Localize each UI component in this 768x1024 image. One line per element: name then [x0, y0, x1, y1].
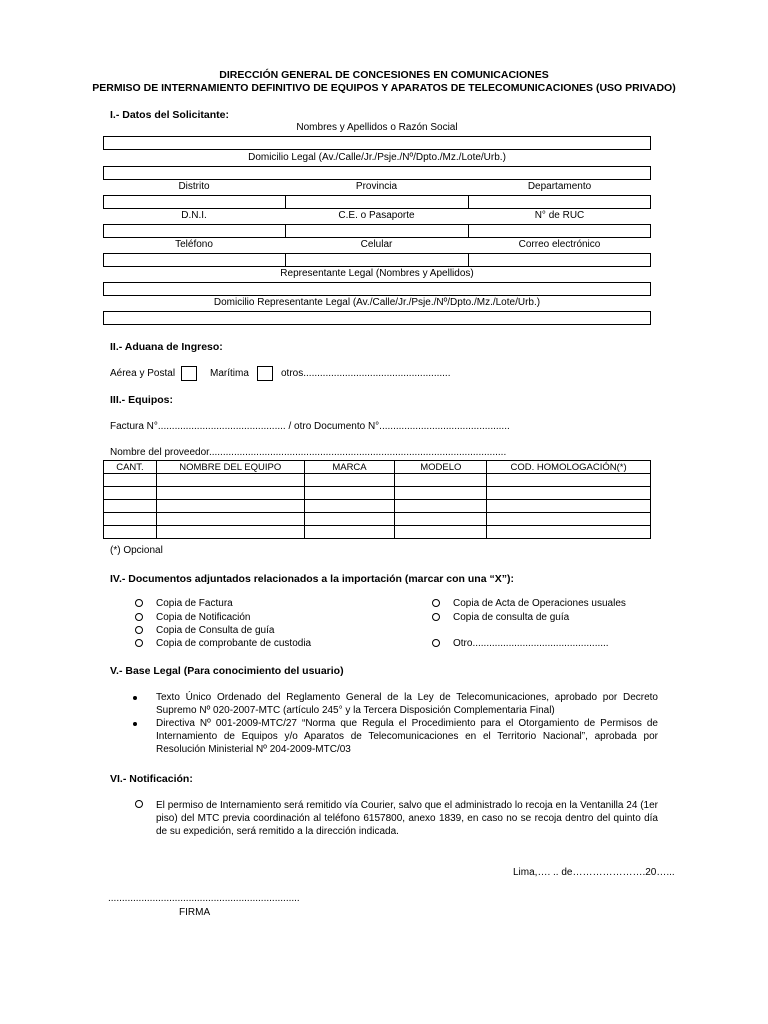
sea-checkbox[interactable] [257, 366, 273, 381]
contact-fields-row[interactable] [103, 253, 651, 267]
doc-option: Copia de comprobante de custodia [156, 638, 312, 649]
option-circle[interactable] [135, 639, 143, 647]
province-label: Provincia [355, 181, 398, 192]
ruc-label: N° de RUC [534, 210, 585, 221]
divider [468, 195, 469, 209]
doc-option: Copia de Consulta de guía [156, 625, 275, 636]
option-circle[interactable] [432, 639, 440, 647]
table-row[interactable] [104, 500, 651, 513]
col-brand: MARCA [304, 461, 395, 474]
col-quantity: CANT. [104, 461, 157, 474]
section5-title: V.- Base Legal (Para conocimiento del usuario) [110, 665, 344, 677]
doc-option: Copia de Acta de Operaciones usuales [453, 598, 626, 609]
option-circle[interactable] [135, 599, 143, 607]
rep-label: Representante Legal (Nombres y Apellidos) [280, 268, 474, 279]
name-label: Nombres y Apellidos o Razón Social [296, 122, 458, 133]
rep-address-field[interactable] [103, 311, 651, 325]
option-circle[interactable] [135, 613, 143, 621]
ce-label: C.E. o Pasaporte [338, 210, 415, 221]
section1-title: I.- Datos del Solicitante: [110, 109, 230, 121]
divider [468, 253, 469, 267]
address-label: Domicilio Legal (Av./Calle/Jr./Psje./Nº/Dpto./Mz./Lote/Urb.) [248, 152, 506, 163]
section2-title: II.- Aduana de Ingreso: [110, 341, 223, 353]
header-line-1: DIRECCIÓN GENERAL DE CONCESIONES EN COMUNICACIONES [219, 69, 549, 81]
divider [285, 224, 286, 238]
table-row[interactable] [104, 487, 651, 500]
doc-option: Copia de consulta de guía [453, 612, 570, 623]
col-equipment-name: NOMBRE DEL EQUIPO [156, 461, 304, 474]
bullet [133, 696, 137, 700]
address-field[interactable] [103, 166, 651, 180]
air-checkbox[interactable] [181, 366, 197, 381]
signature-label: FIRMA [179, 907, 211, 918]
option-circle[interactable] [432, 599, 440, 607]
signature-line: ..................................................................... [108, 893, 300, 904]
rep-field[interactable] [103, 282, 651, 296]
email-label: Correo electrónico [518, 239, 601, 250]
notification-text: El permiso de Internamiento será remitido vía Courier, salvo que el administrado lo recoja en la Ventanilla 24 (1er piso) del MTC previa coordinación al teléfono 6157800, anexo 1839, en caso no se recoja dentro del quinto día de su expedición, será remitido a la dirección indicada. [156, 800, 658, 837]
department-label: Departamento [527, 181, 592, 192]
dni-label: D.N.I. [181, 210, 207, 221]
legal-basis-item-2: Directiva Nº 001-2009-MTC/27 “Norma que Regula el Procedimiento para el Otorgamiento de Permisos de Internamiento de Equipos y/o Aparatos de Telecomunicaciones en el Territorio Nacional”, aprobada por Resolución Ministerial Nº 204-2009-MTC/03 [156, 718, 658, 755]
option-air-label: Aérea y Postal [110, 368, 176, 379]
divider [285, 195, 286, 209]
table-row[interactable] [104, 513, 651, 526]
mobile-label: Celular [360, 239, 393, 250]
col-homologation-code: COD. HOMOLOGACIÓN(*) [487, 461, 651, 474]
bullet [133, 722, 137, 726]
table-row[interactable] [104, 474, 651, 487]
section3-title: III.- Equipos: [110, 394, 173, 406]
supplier-line: Nombre del proveedor........................................................................................................... [110, 447, 507, 458]
table-header-row [104, 461, 651, 474]
doc-option-other: Otro................................................. [453, 638, 609, 649]
invoice-line: Factura N°.............................................. / otro Documento N°............................................... [110, 421, 510, 432]
option-circle[interactable] [135, 626, 143, 634]
phone-label: Teléfono [175, 239, 213, 250]
divider [285, 253, 286, 267]
option-sea-label: Marítima [210, 368, 249, 379]
option-other-label: otros..................................................... [281, 368, 451, 379]
doc-option: Copia de Notificación [156, 612, 251, 623]
col-model: MODELO [395, 461, 487, 474]
name-field[interactable] [103, 136, 651, 150]
doc-option: Copia de Factura [156, 598, 233, 609]
table-row[interactable] [104, 526, 651, 539]
equipment-table [103, 460, 651, 539]
legal-basis-item-1: Texto Único Ordenado del Reglamento General de la Ley de Telecomunicaciones, aprobado por Decreto Supremo Nº 020-2007-MTC (artículo 245° y la Tercera Disposición Complementaria Final) [156, 692, 658, 716]
section6-title: VI.- Notificación: [110, 773, 193, 785]
rep-address-label: Domicilio Representante Legal (Av./Calle/Jr./Psje./Nº/Dpto./Mz./Lote/Urb.) [213, 297, 541, 308]
id-fields-row[interactable] [103, 224, 651, 238]
date-line: Lima,…. .. de………………….20…... [513, 867, 675, 878]
divider [468, 224, 469, 238]
header-line-2: PERMISO DE INTERNAMIENTO DEFINITIVO DE EQUIPOS Y APARATOS DE TELECOMUNICACIONES (USO PRIVADO) [92, 82, 676, 94]
location-fields-row[interactable] [103, 195, 651, 209]
optional-footnote: (*) Opcional [110, 545, 163, 556]
option-circle[interactable] [135, 800, 143, 808]
option-circle[interactable] [432, 613, 440, 621]
district-label: Distrito [178, 181, 210, 192]
section4-title: IV.- Documentos adjuntados relacionados a la importación (marcar con una “X”): [110, 573, 514, 585]
